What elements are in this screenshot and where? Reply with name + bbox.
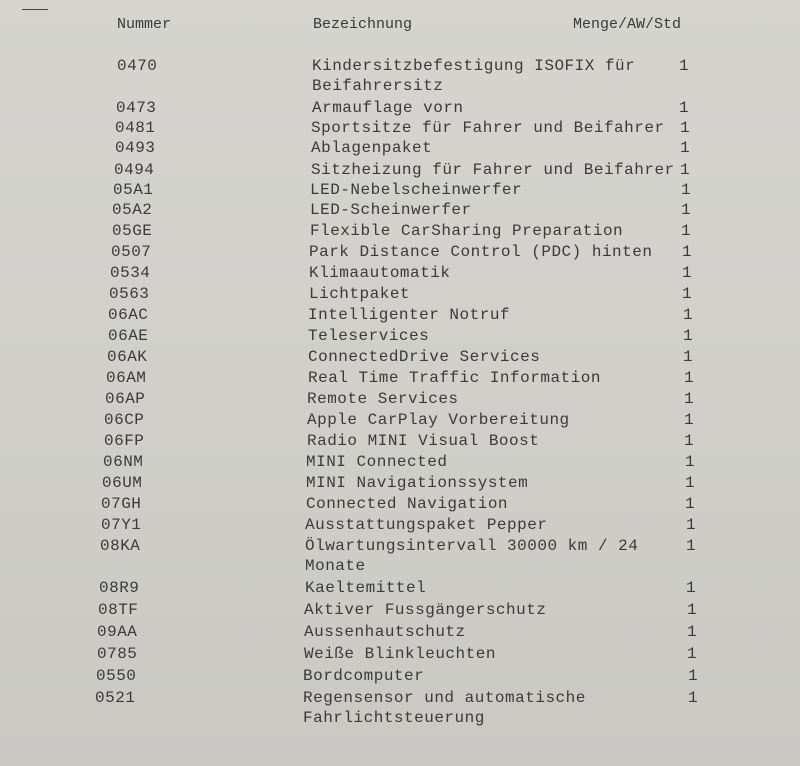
option-number: 0493: [115, 139, 156, 157]
option-description: Bordcomputer: [303, 667, 425, 685]
option-description: Sitzheizung für Fahrer und Beifahrer: [311, 161, 675, 179]
option-description: Radio MINI Visual Boost: [307, 432, 540, 450]
table-row: [0, 347, 800, 367]
option-number: 08TF: [98, 601, 139, 619]
option-quantity: 1: [686, 579, 697, 597]
option-quantity: 1: [679, 57, 690, 75]
option-description: Regensensor und automatische Fahrlichtsteuerung: [303, 689, 586, 727]
table-row: [0, 242, 800, 262]
table-row: [0, 536, 800, 576]
option-description: Kindersitzbefestigung ISOFIX für Beifahrersitz: [312, 57, 636, 95]
option-number: 06CP: [104, 411, 145, 429]
table-row: [0, 410, 800, 430]
option-number: 0550: [96, 667, 137, 685]
equipment-list: [0, 56, 800, 728]
table-row: [0, 600, 800, 620]
option-description: Ausstattungspaket Pepper: [305, 516, 548, 534]
option-number: 05GE: [112, 222, 153, 240]
option-description: Intelligenter Notruf: [308, 306, 511, 324]
option-number: 05A2: [112, 201, 153, 219]
option-quantity: 1: [687, 645, 698, 663]
option-quantity: 1: [682, 285, 693, 303]
option-quantity: 1: [685, 495, 696, 513]
top-rule: [22, 9, 48, 10]
option-number: 05A1: [113, 181, 154, 199]
option-number: 06UM: [102, 474, 143, 492]
table-row: [0, 98, 800, 118]
option-number: 0470: [117, 57, 158, 75]
table-row: [0, 221, 800, 241]
option-quantity: 1: [681, 181, 692, 199]
option-number: 06AC: [108, 306, 149, 324]
table-row: [0, 515, 800, 535]
option-description: Ölwartungsintervall 30000 km / 24 Monate: [305, 537, 639, 575]
option-description: Ablagenpaket: [311, 139, 433, 157]
table-row: [0, 622, 800, 642]
option-number: 0481: [115, 119, 156, 137]
option-number: 08KA: [100, 537, 141, 555]
option-quantity: 1: [688, 689, 699, 707]
option-number: 0534: [110, 264, 151, 282]
table-row: [0, 431, 800, 451]
option-quantity: 1: [680, 139, 691, 157]
option-description: Klimaautomatik: [309, 264, 451, 282]
table-row: [0, 160, 800, 180]
option-number: 06AK: [107, 348, 148, 366]
option-quantity: 1: [681, 201, 692, 219]
option-number: 06AM: [106, 369, 147, 387]
option-quantity: 1: [683, 348, 694, 366]
option-quantity: 1: [683, 306, 694, 324]
table-row: [0, 666, 800, 686]
option-description: LED-Nebelscheinwerfer: [310, 181, 523, 199]
option-quantity: 1: [679, 99, 690, 117]
option-number: 06FP: [104, 432, 145, 450]
option-description: MINI Connected: [306, 453, 448, 471]
option-quantity: 1: [682, 264, 693, 282]
option-quantity: 1: [686, 537, 697, 555]
option-description: Aussenhautschutz: [304, 623, 466, 641]
option-quantity: 1: [684, 432, 695, 450]
table-row: [0, 644, 800, 664]
option-number: 0494: [114, 161, 155, 179]
table-row: [0, 118, 800, 138]
option-description: MINI Navigationssystem: [306, 474, 529, 492]
option-description: LED-Scheinwerfer: [310, 201, 472, 219]
header-quantity: Menge/AW/Std: [573, 16, 682, 33]
table-row: [0, 284, 800, 304]
table-header: [0, 16, 800, 38]
option-description: Park Distance Control (PDC) hinten: [309, 243, 653, 261]
option-description: Apple CarPlay Vorbereitung: [307, 411, 570, 429]
option-quantity: 1: [687, 623, 698, 641]
option-quantity: 1: [681, 222, 692, 240]
option-quantity: 1: [684, 390, 695, 408]
option-description: Sportsitze für Fahrer und Beifahrer: [311, 119, 665, 137]
option-quantity: 1: [684, 411, 695, 429]
option-description: ConnectedDrive Services: [308, 348, 541, 366]
option-quantity: 1: [684, 369, 695, 387]
table-row: [0, 263, 800, 283]
option-quantity: 1: [685, 474, 696, 492]
option-quantity: 1: [687, 601, 698, 619]
option-quantity: 1: [683, 327, 694, 345]
option-quantity: 1: [685, 453, 696, 471]
option-number: 0507: [111, 243, 152, 261]
option-number: 06NM: [103, 453, 144, 471]
option-number: 0563: [109, 285, 150, 303]
option-description: Remote Services: [307, 390, 459, 408]
table-row: [0, 56, 800, 96]
option-number: 07GH: [101, 495, 142, 513]
option-number: 07Y1: [101, 516, 142, 534]
option-quantity: 1: [688, 667, 699, 685]
option-quantity: 1: [680, 119, 691, 137]
option-description: Armauflage vorn: [312, 99, 464, 117]
table-row: [0, 138, 800, 158]
option-number: 06AP: [105, 390, 146, 408]
option-description: Flexible CarSharing Preparation: [310, 222, 624, 240]
option-number: 0785: [97, 645, 138, 663]
option-number: 06AE: [108, 327, 149, 345]
option-quantity: 1: [682, 243, 693, 261]
table-row: [0, 494, 800, 514]
table-row: [0, 180, 800, 200]
table-row: [0, 326, 800, 346]
option-number: 09AA: [97, 623, 138, 641]
option-number: 08R9: [99, 579, 140, 597]
table-row: [0, 368, 800, 388]
option-description: Connected Navigation: [306, 495, 509, 513]
option-description: Lichtpaket: [309, 285, 411, 303]
table-row: [0, 389, 800, 409]
option-description: Kaeltemittel: [305, 579, 427, 597]
table-row: [0, 578, 800, 598]
option-description: Aktiver Fussgängerschutz: [304, 601, 547, 619]
option-quantity: 1: [680, 161, 691, 179]
option-description: Real Time Traffic Information: [308, 369, 601, 387]
option-description: Teleservices: [308, 327, 430, 345]
option-quantity: 1: [686, 516, 697, 534]
table-row: [0, 305, 800, 325]
table-row: [0, 473, 800, 493]
table-row: [0, 452, 800, 472]
header-description: Bezeichnung: [313, 16, 413, 33]
option-number: 0473: [116, 99, 157, 117]
header-number: Nummer: [117, 16, 172, 33]
table-row: [0, 200, 800, 220]
option-description: Weiße Blinkleuchten: [304, 645, 496, 663]
table-row: [0, 688, 800, 728]
option-number: 0521: [95, 689, 136, 707]
